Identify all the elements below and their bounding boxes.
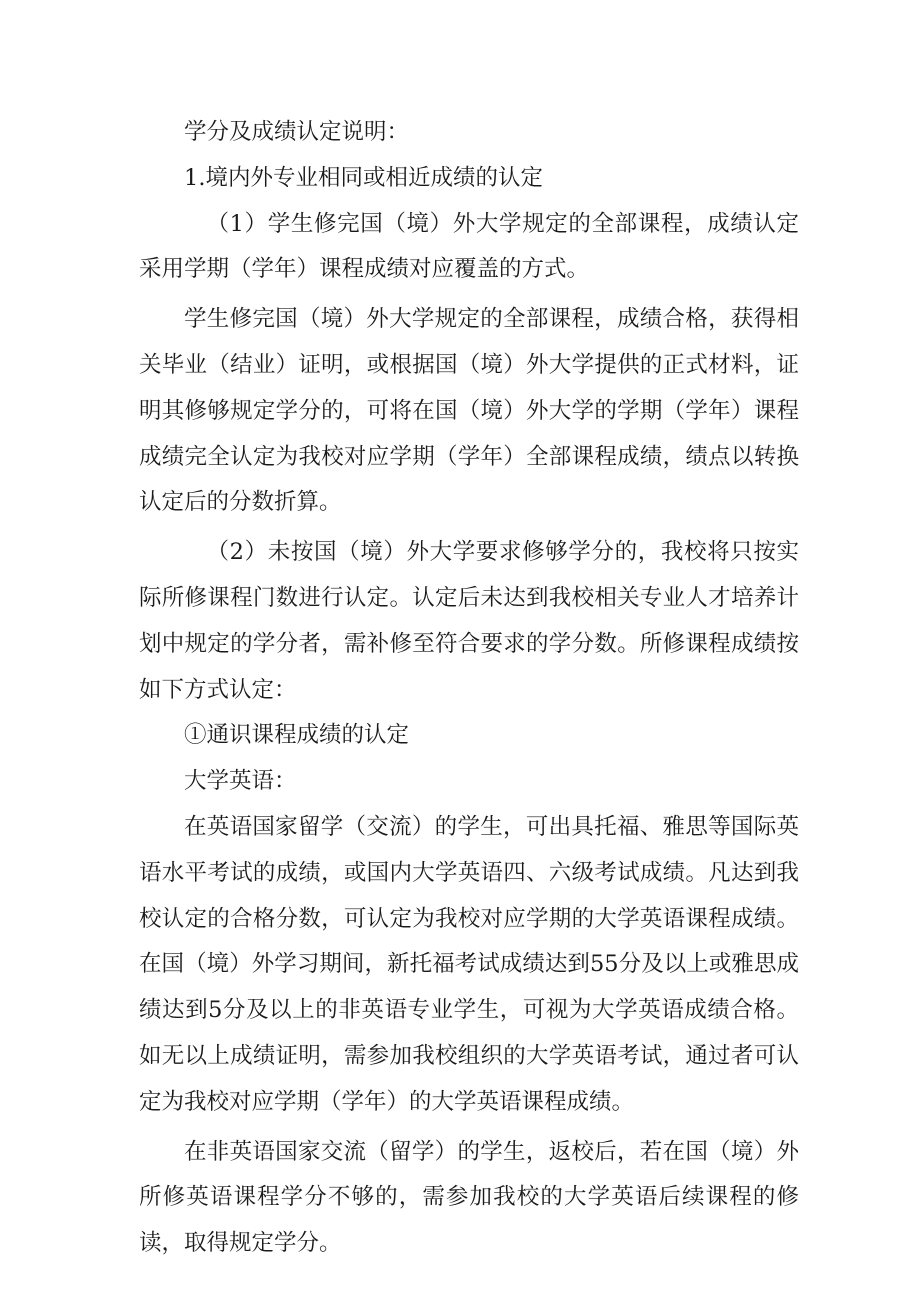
paragraph-item-1-detail: 学生修完国（境）外大学规定的全部课程，成绩合格，获得相关毕业（结业）证明，或根据国（境）外大学提供的正式材料，证明其修够规定学分的，可将在国（境）外大学的学期（学年）课程成绩完全认定为我校对应学期（学年）全部课程成绩，绩点以转换认定后的分数折算。 [139,306,799,516]
section-title: 1.境内外专业相同或相近成绩的认定 [184,164,543,191]
english-heading: 大学英语： [184,768,297,795]
heading: 学分及成绩认定说明： [184,119,410,145]
subsection-title: ①通识课程成绩的认定 [184,722,410,749]
paragraph-english-2: 在非英语国家交流（留学）的学生，返校后，若在国（境）外所修英语课程学分不够的，需参加我校的大学英语后续课程的修读，取得规定学分。 [139,1138,799,1257]
paragraph-item-1: （1）学生修完国（境）外大学规定的全部课程，成绩认定采用学期（学年）课程成绩对应覆盖的方式。 [139,210,799,283]
paragraph-english-1: 在英语国家留学（交流）的学生，可出具托福、雅思等国际英语水平考试的成绩，或国内大学英语四、六级考试成绩。凡达到我校认定的合格分数，可认定为我校对应学期的大学英语课程成绩。在国（境）外学习期间，新托福考试成绩达到55分及以上或雅思成绩达到5分及以上的非英语专业学生，可视为大学英语成绩合格。如无以上成绩证明，需参加我校组织的大学英语考试，通过者可认定为我校对应学期（学年）的大学英语课程成绩。 [139,813,799,1115]
paragraph-item-2: （2）未按国（境）外大学要求修够学分的，我校将只按实际所修课程门数进行认定。认定后未达到我校相关专业人才培养计划中规定的学分者，需补修至符合要求的学分数。所修课程成绩按如下方式认定： [139,539,799,703]
document-body [139,110,799,1267]
